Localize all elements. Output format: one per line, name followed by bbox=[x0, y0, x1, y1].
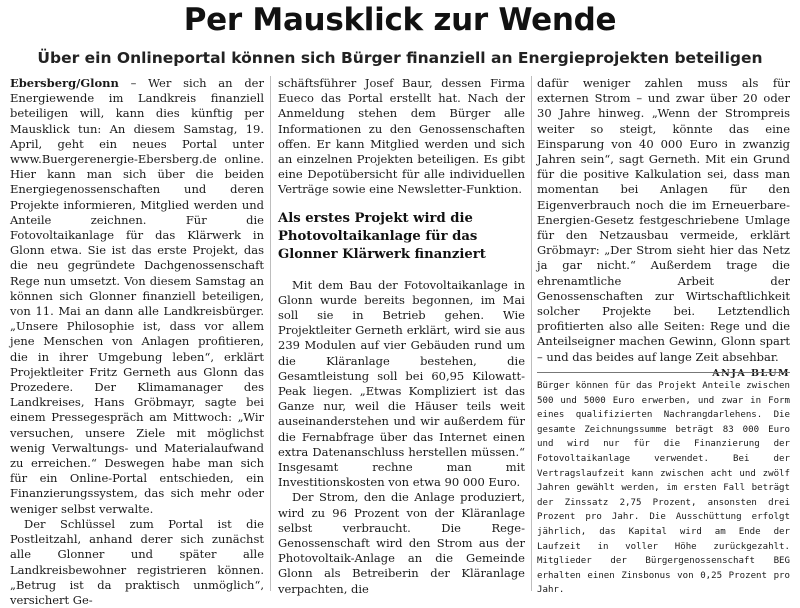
paragraph: Der Strom, den die Anlage produziert, wird zu 96 Prozent von der Kläranlage selbst verbraucht. Die Rege-Genossenschaft wird den Strom aus der Photovoltaik-Anlage an die Gemeinde Glonn als Betreiberin der Kläranlage verpachten, die bbox=[278, 490, 525, 596]
paragraph bbox=[10, 76, 264, 517]
paragraph: schäftsführer Josef Baur, dessen Firma Eueco das Portal erstellt hat. Nach der Anmeldung stehen dem Bürger alle Informationen zu den Genossenschaften offen. Er kann Mitglied werden und sich an einzelnen Projekten beteiligen. Es gibt eine Depotübersicht für alle individuellen Verträge sowie eine Newsletter-Funktion. bbox=[278, 76, 525, 197]
headline: Per Mausklick zur Wende bbox=[183, 2, 617, 38]
column-divider bbox=[531, 76, 532, 591]
column-divider bbox=[270, 76, 271, 591]
subheadline: Über ein Onlineportal können sich Bürger finanziell an Energieprojekten beteiligen bbox=[37, 49, 763, 67]
paragraph-text: – Wer sich an der Energiewende im Landkreis finanziell beteiligen will, kann dies künftig per Mausklick tun: An diesem Samstag, 19. April, geht ein neues Portal unter www.Buergerenergie-Ebersberg.de online. Hier kann man sich über die beiden Energiegenossenschaften und deren Projekte informieren, Mitglied werden und Anteile zeichnen. Für die Fotovoltaikanlage für das Klärwerk in Glonn etwa. Sie ist das erste Projekt, das die neu gegründete Dachgenossenschaft Rege nun umsetzt. Von diesem Samstag an können sich Glonner finanziell beteiligen, von 11. Mai an dann alle Landkreisbürger. „Unsere Philosophie ist, dass vor allem jene Menschen von Anlagen profitieren, die in ihrer Umgebung leben“, erklärt Projektleiter Fritz Gerneth aus Glonn das Prozedere. Der Klimamanager des Landkreises, Hans Gröbmayr, sagte bei einem Pressegespräch am Mittwoch: „Wir versuchen, unsere Ziele mit möglichst wenig Verwaltungs- und Materialaufwand zu erreichen.“ Deswegen habe man sich für ein Online-Portal entschieden, ein Finanzierungssystem, das sich mehr oder weniger selbst verwalte. bbox=[10, 76, 264, 516]
article-column-2 bbox=[278, 76, 525, 597]
dateline: Ebersberg/Glonn bbox=[10, 76, 119, 90]
article-column-1 bbox=[10, 76, 264, 608]
paragraph: Der Schlüssel zum Portal ist die Postleitzahl, anhand derer sich zunächst alle Glonner und später alle Landkreisbewohner registrieren können. „Betrug ist da praktisch unmöglich“, versichert Ge- bbox=[10, 516, 264, 607]
section-subheading: Als erstes Projekt wird die Photovoltaikanlage für das Glonner Klärwerk finanziert bbox=[278, 210, 486, 262]
paragraph: Mit dem Bau der Fotovoltaikanlage in Glonn wurde bereits begonnen, im Mai soll sie in Betrieb gehen. Wie Projektleiter Gerneth erklärt, wird sie aus 239 Modulen auf vier Gebäuden rund um die Kläranlage bestehen, die Gesamtleistung soll bei 60,95 Kilowatt-Peak liegen. „Etwas Kompliziert ist das Ganze nur, weil die Häuser teils weit auseinanderstehen und wir außerdem für die Fernabfrage über das Internet einen extra Datenanschluss herstellen müssen.“ Insgesamt rechne man mit Investitionskosten von etwa 90 000 Euro. bbox=[278, 277, 525, 490]
info-box bbox=[537, 372, 790, 598]
info-box-text: Bürger können für das Projekt Anteile zwischen 500 und 5000 Euro erwerben, und zwar in Form eines qualifizierten Nachrangdarlehens. Die gesamte Zeichnungssumme beträgt 83 000 Euro und wird nur für die Finanzierung der Fotovoltaikanlage verwendet. Bei der Vertragslaufzeit kann zwischen acht und zwölf Jahren gewählt werden, im ersten Fall beträgt der Zinssatz 2,75 Prozent, ansonsten drei Prozent pro Jahr. Die Ausschüttung erfolgt jährlich, das Kapital wird am Ende der Laufzeit in voller Höhe zurückgezahlt. Mitglieder der Bürgergenossenschaft BEG erhalten einen Zinsbonus von 0,25 Prozent pro Jahr. bbox=[537, 381, 790, 596]
article-column-3 bbox=[537, 76, 790, 381]
author-byline: ANJA BLUM bbox=[712, 367, 790, 379]
paragraph: dafür weniger zahlen muss als für externen Strom – und zwar über 20 oder 30 Jahre hinweg. „Wenn der Strompreis weiter so steigt, könnte das eine Einsparung von 40 000 Euro in zwanzig Jahren sein“, sagt Gerneth. Mit ein Grund für die positive Kalkulation sei, dass man momentan bei Anlagen für den Eigenverbrauch noch die im Erneuerbare-Energien-Gesetz festgeschriebene Umlage für den Netzausbau vermeide, erklärt Gröbmayr: „Der Strom sieht hier das Netz ja gar nicht.“ Außerdem trage die ehrenamtliche Arbeit der Genossenschaften zur Wirtschaftlichkeit solcher Projekte bei. Letztendlich profitierten also alle Seiten: Rege und die Anteilseigner machen Gewinn, Glonn spart – und das beides auf lange Zeit absehbar. bbox=[537, 76, 790, 364]
